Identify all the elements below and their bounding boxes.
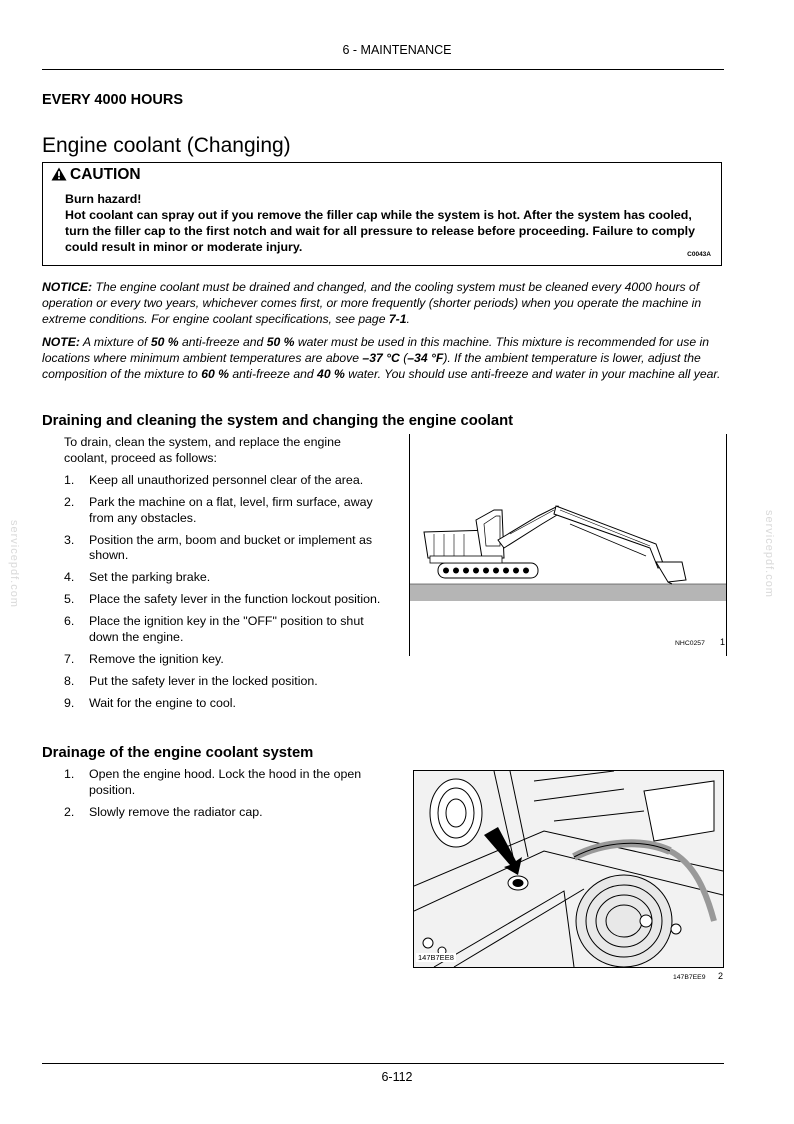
note-value: 50 % [150,335,179,349]
note-value: 40 % [317,367,345,381]
note-label: NOTE: [42,335,80,349]
list-item [64,592,384,608]
list-item [64,767,386,798]
note-text: anti-freeze and [228,367,318,381]
engine-compartment-photo [414,771,723,967]
step-number: 6. [64,614,75,628]
running-header: 6 - MAINTENANCE [342,43,452,57]
figure-engine-compartment [413,770,724,968]
step-text: Slowly remove the radiator cap. [89,804,263,819]
note-paragraph [42,334,726,382]
section-heading-drainage: Drainage of the engine coolant system [42,745,314,761]
caution-heading [51,166,141,184]
watermark-left: servicepdf.com [8,520,20,608]
caution-body [65,191,715,255]
header-rule [42,69,724,70]
caution-hazard: Burn hazard! [65,192,142,206]
list-item [64,652,384,668]
notice-end: . [406,312,410,326]
steps-list-draining [64,473,384,718]
figure2-inner-label: 147B7EE8 [418,953,454,962]
step-text: Place the safety lever in the function lockout position. [89,592,381,606]
step-text: Position the arm, boom and bucket or implement as shown. [89,532,373,562]
figure-excavator [409,434,727,656]
notice-label: NOTICE: [42,280,93,294]
footer-rule [42,1063,724,1064]
step-number: 9. [64,695,75,710]
note-text: anti-freeze and [178,335,267,349]
page-number: 6-112 [381,1070,413,1084]
list-item [64,495,384,526]
step-number: 2. [64,804,75,819]
note-value: 60 % [201,367,229,381]
step-text: Remove the ignition key. [89,651,224,666]
step-text: Wait for the engine to cool. [89,695,236,710]
notice-text: The engine coolant must be drained and changed, and the cooling system must be cleaned every 4000 hours of operation or every two years, whichever comes first, or more frequently (shorter periods) when you operate the machine in extreme conditions. For engine coolant specifications, see page [42,280,702,326]
list-item [64,614,384,645]
notice-page-ref: 7-1 [388,312,407,326]
step-text: Keep all unauthorized personnel clear of the area. [89,473,364,487]
step-number: 3. [64,532,75,547]
list-item [64,696,384,712]
note-value: –34 °F [407,351,444,365]
list-item [64,805,386,821]
interval-heading: EVERY 4000 HOURS [42,92,184,108]
step-text: Place the ignition key in the "OFF" position to shut down the engine. [89,614,364,644]
step-number: 4. [64,570,75,584]
step-number: 1. [64,767,75,781]
section-heading-draining: Draining and cleaning the system and changing the engine coolant [42,413,514,429]
figure1-number: 1 [720,637,726,647]
caution-code: C0043A [687,251,711,258]
step-number: 1. [64,473,75,487]
notice-paragraph [42,279,726,327]
step-text: Park the machine on a flat, level, firm surface, away from any obstacles. [89,495,373,525]
list-item [64,533,384,564]
note-value: 50 % [266,335,295,349]
note-text: A mixture of [82,335,151,349]
warning-triangle-icon [51,167,67,181]
step-number: 7. [64,651,75,666]
excavator-illustration [410,434,726,656]
step-text: Put the safety lever in the locked position. [89,673,318,688]
page-title: Engine coolant (Changing) [42,134,291,157]
figure2-number: 2 [718,971,724,981]
steps-list-drainage [64,767,386,827]
list-item [64,570,384,586]
note-text: water. You should use anti-freeze and water in your machine all year. [344,367,721,381]
note-value: –37 °C [362,351,400,365]
note-text: water must be used in this machine. This mixture is recommended for use in locations where minimum ambient temperatures are above [42,335,710,365]
figure1-code: NHC0257 [675,640,705,647]
list-item [64,674,384,690]
step-text: Set the parking brake. [89,570,211,584]
figure2-code: 147B7EE9 [673,974,706,981]
caution-label: CAUTION [70,166,141,183]
note-text: ( [399,351,408,365]
note-text: ). If the ambient temperature is lower, adjust the composition of the mixture to [42,351,701,381]
watermark-right: servicepdf.com [763,510,775,598]
step-number: 8. [64,673,75,688]
step-text: Open the engine hood. Lock the hood in the open position. [89,767,362,797]
step-number: 2. [64,495,75,509]
caution-text: Hot coolant can spray out if you remove the filler cap while the system is hot. After the system has cooled, turn the filler cap to the first notch and wait for all pressure to release before proceeding. Failure to comply could result in minor or moderate injury. [65,208,695,254]
step-number: 5. [64,592,75,606]
section1-intro: To drain, clean the system, and replace the engine coolant, proceed as follows: [64,435,341,465]
list-item [64,473,384,489]
caution-box [42,162,722,266]
